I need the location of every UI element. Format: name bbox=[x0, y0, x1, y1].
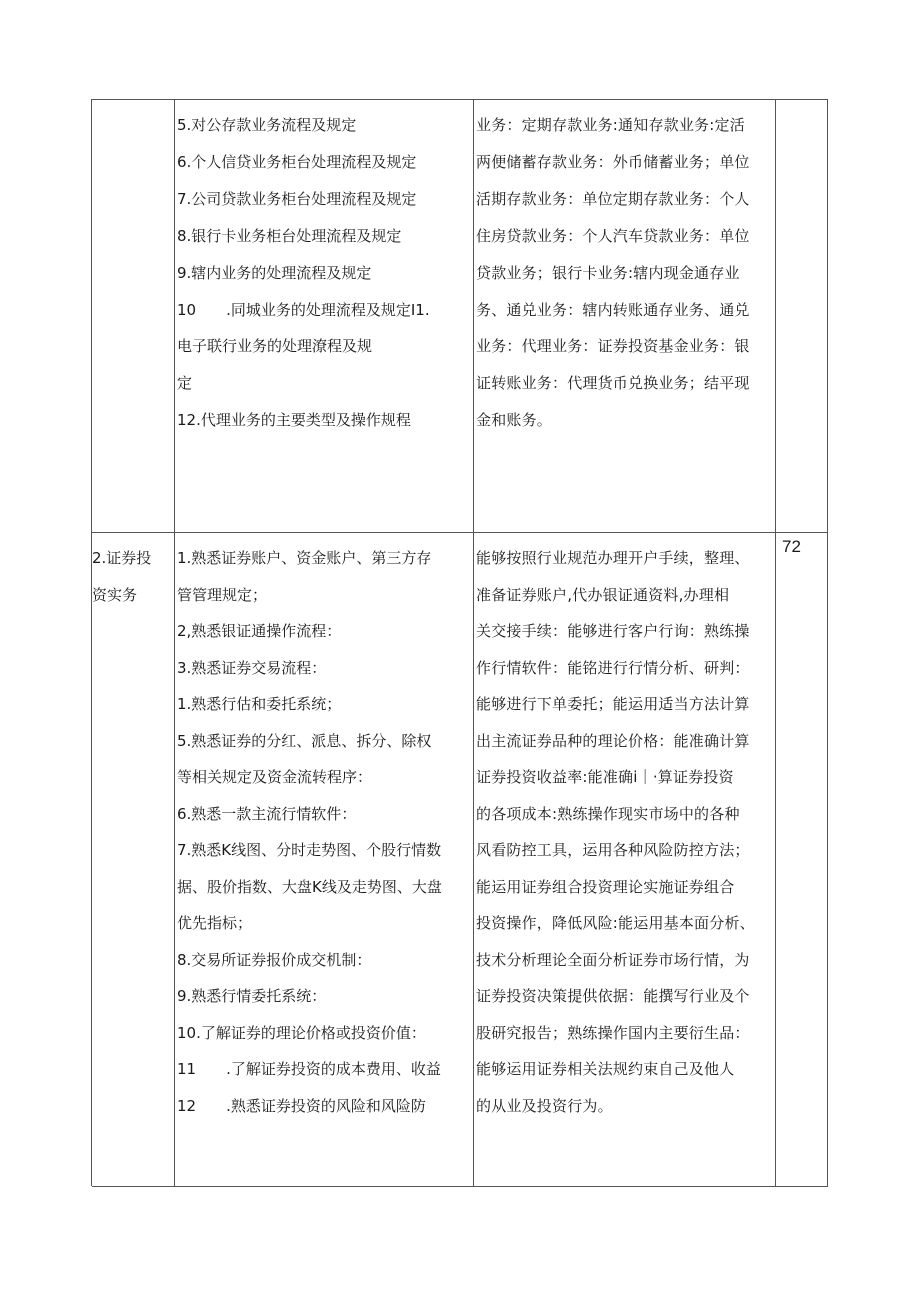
content-line: 1.熟悉证券账户、资金账户、第三方存 bbox=[177, 549, 432, 567]
content-line: 电子联行业务的处理潦程及规 bbox=[177, 337, 373, 356]
skill-line: 证券投资收益率:能准确i｜·算证券投资 bbox=[476, 768, 734, 786]
skill-line: 两便储蓄存款业务：外币储蓄业务；单位 bbox=[476, 152, 750, 171]
skill-line: 出主流证券品种的理论价格：能准确计算 bbox=[476, 731, 750, 750]
skill-line: 证转账业务：代理货币兑换业务；结平现 bbox=[476, 374, 750, 393]
content-line: 10 .同城业务的处理流程及规定I1. bbox=[177, 300, 430, 319]
content-line: 6.熟悉一款主流行情软件： bbox=[177, 804, 357, 823]
table-row bbox=[92, 533, 828, 1187]
hours-cell bbox=[776, 533, 828, 1187]
category-cell bbox=[92, 533, 175, 1187]
content-line: 11 .了解证券投资的成本费用、收益 bbox=[177, 1060, 441, 1078]
content-line: 5.熟悉证券的分红、派息、拆分、除权 bbox=[177, 731, 432, 750]
category-line: 资实务 bbox=[92, 585, 138, 604]
content-line: 2,熟悉银证通操作流程： bbox=[177, 622, 342, 640]
content-line: 12.代理业务的主要类型及操作规程 bbox=[177, 411, 411, 430]
curriculum-table bbox=[91, 99, 828, 1186]
content-line: 等相关规定及资金流转程序： bbox=[177, 768, 373, 786]
skill-line: 技术分析理论全面分析证券市场行情，为 bbox=[476, 950, 750, 969]
content-line: 据、股价指数、大盘K线及走势图、大盘 bbox=[177, 877, 442, 896]
skill-line: 风看防控工具，运用各种风险防控方法； bbox=[476, 841, 750, 859]
content-line: 定 bbox=[177, 374, 193, 393]
content-line: 12 .熟悉证券投资的风险和风险防 bbox=[177, 1096, 426, 1115]
content-cell bbox=[175, 533, 474, 1187]
skill-line: 能够进行下单委托；能运用适当方法计算 bbox=[476, 695, 750, 713]
content-cell bbox=[175, 100, 474, 533]
skill-line: 能运用证券组合投资理论实施证券组合 bbox=[476, 877, 735, 896]
skill-line: 关交接手续：能够进行客户行询：熟练操 bbox=[476, 622, 750, 640]
skill-line: 准备证券账户,代办银证通资料,办理相 bbox=[476, 585, 730, 604]
table-row bbox=[92, 100, 828, 533]
hours-value: 72 bbox=[782, 537, 801, 556]
skill-line: 股研究报告；熟练操作国内主要衍生品： bbox=[476, 1023, 750, 1042]
skill-line: 能够运用证券相关法规约束自己及他人 bbox=[476, 1060, 735, 1078]
content-line: 管管理规定； bbox=[177, 585, 268, 604]
content-line: 优先指标； bbox=[177, 914, 253, 932]
content-line: 5.对公存款业务流程及规定 bbox=[177, 116, 357, 134]
content-line: 10.了解证券的理论价格或投资价值： bbox=[177, 1023, 426, 1042]
skill-line: 务、通兑业务：辖内转账通存业务、通兑 bbox=[476, 300, 750, 319]
content-line: 9.熟悉行情委托系统： bbox=[177, 987, 327, 1005]
skill-line: 住房贷款业务：个人汽车贷款业务：单位 bbox=[476, 226, 750, 245]
category-line: 2.证券投 bbox=[92, 549, 152, 567]
skill-line: 能够按照行业规范办理开户手续，整理、 bbox=[476, 549, 750, 567]
skill-line: 活期存款业务：单位定期存款业务：个人 bbox=[476, 189, 750, 208]
skill-line: 投资操作，降低风险:能运用基本面分析、 bbox=[476, 914, 755, 932]
content-line: 1.熟悉行估和委托系统； bbox=[177, 695, 342, 713]
content-line: 7.公司贷款业务柜台处理流程及规定 bbox=[177, 189, 417, 208]
skill-line: 业务：代理业务：证券投资基金业务：银 bbox=[476, 337, 750, 356]
skill-line: 贷款业务；银行卡业务:辖内现金通存业 bbox=[476, 263, 740, 282]
content-line: 7.熟悉K线图、分时走势图、个股行情数 bbox=[177, 841, 442, 859]
skill-cell bbox=[474, 100, 776, 533]
skill-line: 证券投资决策提供依据：能撰写行业及个 bbox=[476, 987, 750, 1005]
content-line: 3.熟悉证券交易流程： bbox=[177, 658, 327, 677]
skill-line: 作行情软件：能铭进行行情分析、研判： bbox=[476, 658, 750, 677]
content-line: 8.交易所证券报价成交机制： bbox=[177, 950, 372, 969]
skill-line: 业务：定期存款业务:通知存款业务:定活 bbox=[476, 116, 745, 134]
content-line: 9.辖内业务的处理流程及规定 bbox=[177, 263, 372, 282]
category-cell bbox=[92, 100, 175, 533]
hours-cell bbox=[776, 100, 828, 533]
skill-line: 金和账务。 bbox=[476, 411, 553, 430]
skill-line: 的各项成本:熟练操作现实市场中的各种 bbox=[476, 804, 740, 823]
content-line: 6.个人信贷业务柜台处理流程及规定 bbox=[177, 152, 417, 171]
content-line: 8.银行卡业务柜台处理流程及规定 bbox=[177, 226, 402, 245]
skill-cell bbox=[474, 533, 776, 1187]
skill-line: 的从业及投资行为。 bbox=[476, 1096, 613, 1115]
